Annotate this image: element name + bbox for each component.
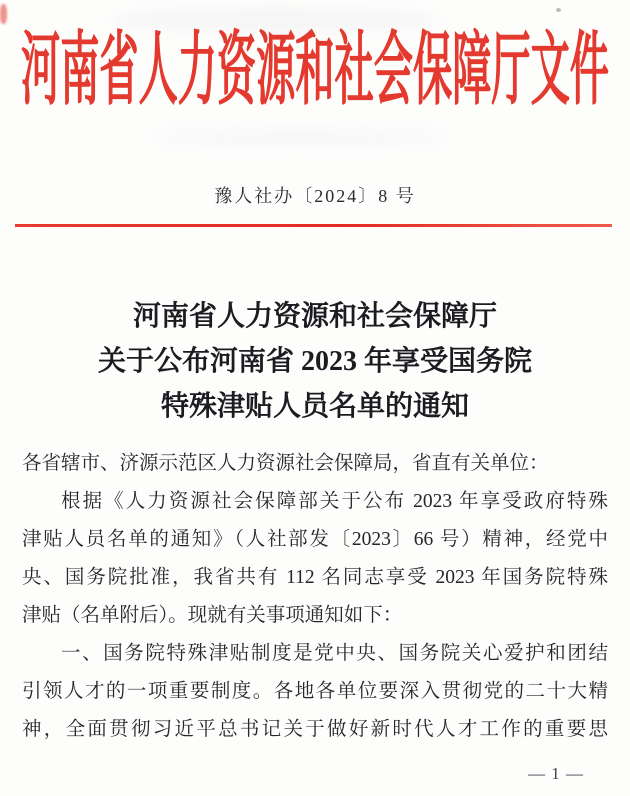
body-line: 一、国务院特殊津贴制度是党中央、国务院关心爱护和团结 — [61, 643, 608, 664]
body-line: 央、国务院批准，我省共有 112 名同志享受 2023 年国务院特殊 — [22, 567, 608, 588]
page-number: — 1 — — [528, 764, 584, 783]
body-line: 津贴人员名单的通知》（人社部发〔2023〕66 号）精神，经党中 — [22, 529, 608, 550]
red-header-band — [0, 26, 630, 116]
body-line: 津贴（名单附后）。现就有关事项通知如下： — [22, 605, 403, 626]
red-separator-line — [15, 224, 612, 227]
document-number: 豫人社办〔2024〕8 号 — [214, 186, 416, 206]
notice-title — [0, 294, 630, 429]
notice-title-line-3: 特殊津贴人员名单的通知 — [160, 391, 469, 422]
scan-artifact — [0, 4, 7, 24]
notice-title-line-2: 关于公布河南省 2023 年享受国务院 — [97, 346, 532, 377]
body-line: 引领人才的一项重要制度。各地各单位要深入贯彻党的二十大精 — [22, 681, 608, 702]
scan-artifact — [556, 8, 561, 12]
body-line: 根据《人力资源社会保障部关于公布 2023 年享受政府特殊 — [61, 491, 608, 512]
notice-body — [22, 445, 608, 749]
body-line: 神，全面贯彻习近平总书记关于做好新时代人才工作的重要思 — [22, 719, 608, 740]
agency-header-title: 河南省人力资源和社会保障厅文件 — [21, 27, 609, 115]
scan-artifact — [150, 128, 450, 146]
notice-title-line-1: 河南省人力资源和社会保障厅 — [132, 301, 497, 332]
body-line-salutation: 各省辖市、济源示范区人力资源社会保障局，省直有关单位： — [22, 453, 549, 474]
